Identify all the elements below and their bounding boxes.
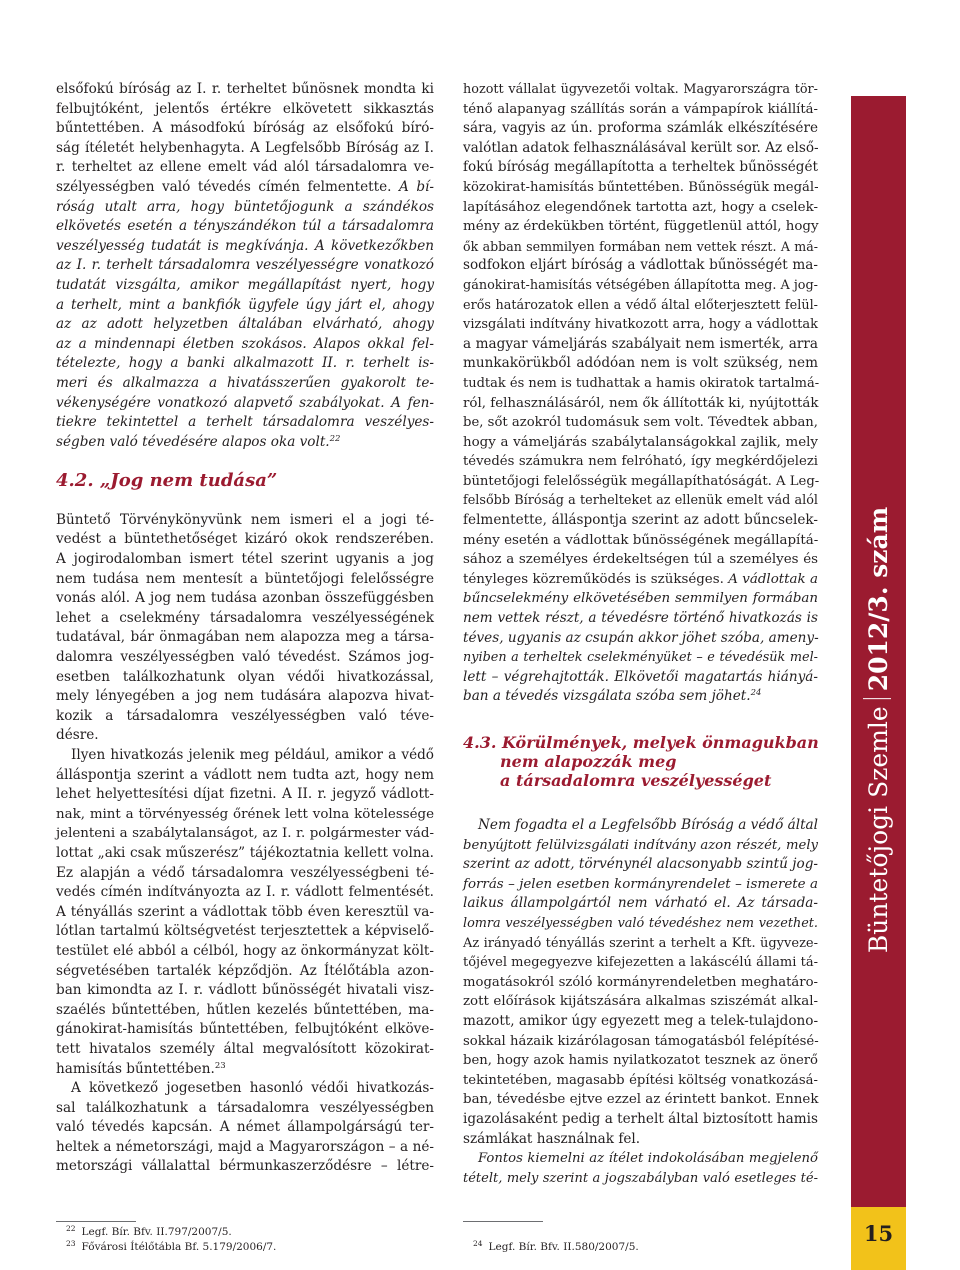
text-line: lehet a cselekmény társadalomra veszélyességének	[56, 609, 434, 626]
text-line: Az irányadó tényállás szerint a terhelt a Kft. ügyveze-	[463, 935, 818, 951]
italic-line: tudatát vizsgálta, amikor megállapítást nyert, hogy	[56, 276, 434, 293]
footnote-number: 22	[66, 1224, 76, 1233]
italic-line: benyújtott felülvizsgálati indítvány azon részét, mely	[463, 837, 818, 853]
text-line: a magyar vámeljárás szabályait nem ismerték, arra	[463, 335, 818, 352]
text-line: mazott, amikor úgy egyezett meg a telek-tulajdono-	[463, 1012, 819, 1029]
italic-line: az I. r. terhelt társadalomra veszélyességre vonatkozó	[56, 257, 434, 274]
text-line: fokú bíróság megállapította a terheltek bűnösségét	[463, 159, 818, 176]
text-line: gánokirat-hamisítás vétségében állapította meg. A jog-	[463, 277, 819, 293]
footnote-22	[66, 1225, 232, 1240]
text-line: dalomra veszélyességben való tévedést. Számos jog-	[56, 649, 434, 666]
text-span: tényleges közreműködés is szükséges.	[463, 571, 724, 587]
section-heading-4-2: 4.2. „Jog nem tudása”	[56, 470, 278, 492]
left-column	[56, 80, 434, 1177]
text-line	[463, 570, 818, 590]
italic-line: az a mindennapi életben szokásos. Alapos okkal fel-	[56, 335, 434, 352]
text-span: ségben való tévedésére alapos oka volt.	[56, 433, 330, 450]
text-line: désre.	[56, 727, 99, 744]
italic-line: az az adott helyzetben általában elvárható, ahogy	[56, 316, 434, 333]
text-line: ban kimondta az I. r. vádlott bűnösségét hivatali visz-	[56, 982, 434, 999]
italic-line: róság utalt arra, hogy büntetőjogunk a szándékos	[56, 198, 434, 215]
italic-line: elkövetés esetén a tényszándékon túl a társadalomra	[56, 218, 434, 235]
italic-line: lomra veszélyességben való tévedéshez nem vezethet.	[463, 915, 818, 931]
right-paragraph-1	[463, 80, 818, 707]
text-line: sal találkozhatunk a társadalomra veszélyességben	[56, 1099, 434, 1116]
text-line: nem tudása nem mentesít a büntetőjogi felelősségre	[56, 570, 434, 587]
text-line: büntetőjogi felelősségük megállapíthatóságát. A Leg-	[463, 473, 820, 489]
italic-line: laikus állampolgártól nem várható el. Az társada-	[463, 895, 818, 912]
left-paragraph-3	[56, 746, 434, 1079]
text-line: sára, vagyis az ún. proforma számlák elkészítésére	[463, 120, 818, 137]
spine-divider	[863, 698, 891, 699]
text-line: valótlan adatok felhasználásával került sor. Az első-	[463, 139, 819, 156]
left-paragraph-4	[56, 1079, 434, 1177]
text-line: ben, hogy azok hamis nyilatkozatot tesznek az önerő	[463, 1053, 818, 1069]
italic-line: meri és alkalmazza a hivatásszerűen gyakorolt te-	[56, 374, 434, 391]
right-paragraph-3	[463, 1149, 818, 1188]
text-line: ségvetésében tartalék képződjön. Az Ítélőtábla azon-	[56, 962, 434, 979]
text-line: kozik a társadalomra veszélyességben való téve-	[56, 707, 434, 724]
text-line: zott előírások kijátszására alkalmas sziszémát alkal-	[463, 994, 818, 1010]
footnote-divider	[56, 1221, 136, 1222]
text-line: esetben találkozhatunk olyan védői hivatkozással,	[56, 668, 434, 685]
text-line: hogy a vámeljárás szabálytalanságokkal zajlik, mely	[463, 434, 818, 450]
text-line: vonás alól. A jog nem tudása azonban összefüggésben	[56, 590, 434, 607]
italic-line: tiekre tekintettel a terhelt társadalomra veszélyes-	[56, 414, 434, 431]
italic-line: lett – végrehajtották. Elkövetői magatartás hiányá-	[463, 668, 818, 685]
italic-line: veszélyesség tudatát is megkívánja. A következőkben	[56, 237, 434, 254]
text-line: gánokirat-hamisítás bűntettében, felbujtóként elköve-	[56, 1021, 434, 1038]
text-line: való tévedés kapcsán. A német állampolgárságú ter-	[56, 1119, 434, 1136]
footnote-ref-23[interactable]: 23	[214, 1060, 226, 1071]
page-number: 15	[863, 1221, 894, 1246]
footnote-number: 24	[473, 1239, 483, 1248]
italic-line: a terhelt, mint a bankfiók ügyfele úgy járt el, ahogy	[56, 296, 434, 313]
right-paragraph-2	[463, 816, 818, 1149]
footnote-ref-24[interactable]: 24	[750, 688, 762, 699]
text-line: tudatával, bár önmagában nem alapozza meg a társa-	[56, 629, 434, 646]
footnote-23	[66, 1240, 276, 1255]
footnote-number: 23	[66, 1239, 76, 1248]
text-line: sokkal házaik kizárólagosan támogatásból felépítésé-	[463, 1033, 819, 1049]
text-line: sodfokon eljárt bíróság a vádlottak bűnösségét ma-	[463, 257, 818, 274]
text-line: mény esetén a vádlottak bűnösségének megállapítá-	[463, 532, 819, 548]
text-line: heltek a németországi, majd a Magyarországon – a né-	[56, 1138, 434, 1155]
italic-line: bűncselekmény elkövetésében semmilyen formában	[463, 591, 818, 607]
italic-line: nyiben a terheltek cselekményüket – e tévedésük mel-	[463, 650, 818, 666]
text-line: tévedés számukra nem felróható, így megkérdőjelezi	[463, 454, 818, 470]
text-line: vedést a büntethetőséget kizáró okok rendszerében.	[56, 531, 434, 548]
text-line: Ez alapján a védő társadalomra veszélyességbeni té-	[56, 864, 434, 881]
italic-line	[463, 687, 818, 707]
text-line: hozott vállalat ügyvezetői voltak. Magyarországra tör-	[463, 82, 818, 97]
text-line: felmentette, álláspontja szerint az adott bűncselek-	[463, 512, 818, 529]
page-number-box	[851, 1207, 906, 1270]
italic-line: szerint az adott, törvénynél alacsonyabb szintű jog-	[463, 856, 818, 873]
text-line: lottat „aki csak műszerész” tájékoztatnia kellett volna.	[56, 844, 434, 861]
text-line	[56, 1060, 434, 1080]
text-line: vizsgálati indítvány hivatkozott arra, hogy a vádlottak	[463, 317, 819, 333]
text-line: be, sőt azokról tudomásuk sem volt. Tévedtek abban,	[463, 415, 818, 431]
footnote-text: Legf. Bír. Bfv. II.797/2007/5.	[81, 1226, 232, 1238]
text-line: felbujtóként, jelentős értékre elkövetett sikkasztás	[56, 100, 434, 117]
italic-line: Fontos kiemelni az ítélet indokolásában megjelenő	[478, 1151, 818, 1167]
text-line: álláspontja szerint a vádlott nem tudta azt, hogy nem	[56, 766, 434, 783]
footnote-text: Fővárosi Ítélőtábla Bf. 5.179/2006/7.	[81, 1241, 277, 1253]
text-line: vedés címén indítványozta az I. r. vádlott felmentését.	[56, 884, 434, 901]
italic-line: téves, ugyanis az csupán akkor jöhet szóba, ameny-	[463, 629, 819, 646]
text-line: mény az érdekükben történt, függetlenül attól, hogy	[463, 219, 819, 235]
text-span: szélyességben való tévedés címén felmentette.	[56, 178, 392, 195]
text-line: tett hivatalos személy által megvalósított közokirat-	[56, 1040, 434, 1057]
italic-line: Nem fogadta el a Legfelsőbb Bíróság a védő által	[478, 817, 818, 833]
heading-line: 4.3. Körülmények, melyek önmagukban	[463, 733, 819, 752]
footnote-24	[473, 1240, 639, 1255]
italic-line: tételt, mely szerint a jogszabályban való esetleges té-	[463, 1170, 818, 1186]
text-line: ban, tévedésbe ejtve ezzel az érintett bankot. Ennek	[463, 1092, 819, 1108]
text-span: ban a tévedés vizsgálata szóba sem jöhet.	[463, 688, 751, 705]
italic-line: tételezte, hogy a banki alkalmazott II. r. terhelt is-	[56, 355, 434, 372]
text-line: igazolásaként pedig a terhelt által biztosított hamis	[463, 1110, 818, 1127]
text-line: A tényállás szerint a vádlottak több éven keresztül va-	[56, 903, 434, 920]
italic-line: forrás – jelen esetben kormányrendelet – ismerete a	[463, 876, 818, 892]
italic-line	[56, 433, 434, 453]
text-line: elsőfokú bíróság az I. r. terheltet bűnösnek mondta ki	[56, 81, 434, 97]
text-line: mogatásokról szóló kormányrendeletben meghatáro-	[463, 974, 818, 990]
left-paragraph-1	[56, 80, 434, 452]
heading-line: a társadalomra veszélyességet	[500, 771, 772, 790]
text-line: tekintetében, magasabb építési költség vonatkozásá-	[463, 1072, 818, 1088]
text-line: mely lényegében a jog nem tudására alapozva hivat-	[56, 688, 434, 705]
journal-title: Büntetőjogi Szemle	[864, 706, 893, 954]
text-line: lapításához elegendőnek tartotta azt, hogy a cselek-	[463, 199, 818, 215]
right-column	[463, 80, 818, 1188]
heading-line: nem alapozzák meg	[500, 752, 677, 771]
text-line: A következő jogesetben hasonló védői hivatkozás-	[71, 1080, 434, 1097]
left-paragraph-2	[56, 511, 434, 746]
text-line: tudtak és nem is tudhattak a hamis okiratok tartalmá-	[463, 375, 820, 391]
text-line: ténő alapanyag szállítás során a vámpapírok kiállítá-	[463, 101, 818, 117]
text-line: jelenteni a szabálytalanságot, az I. r. polgármester vád-	[56, 826, 434, 842]
text-line: A jogirodalomban ismert tétel szerint ugyanis a jog	[56, 551, 434, 568]
text-line: ők abban semmilyen formában nem vettek részt. A má-	[463, 238, 818, 254]
italic-line: vékenységére vonatkozó alapvető szabályokat. A fen-	[56, 394, 434, 411]
text-line: ság ítéletét helybenhagyta. A Legfelsőbb Bíróság az I.	[56, 139, 434, 156]
text-line: erős határozatok ellen a védő által előterjesztett felül-	[463, 297, 818, 313]
text-line: közokirat-hamisítás bűntettében. Bűnösségük megál-	[463, 179, 819, 195]
text-line: Büntető Törvénykönyvünk nem ismeri el a jogi té-	[56, 511, 434, 528]
footnote-text: Legf. Bír. Bfv. II.580/2007/5.	[488, 1241, 639, 1253]
text-line: felsőbb Bíróság a terhelteket az ellenük emelt vád alól	[463, 493, 818, 509]
text-line: lótlan tartalmú költségvetést terjesztettek a képviselő-	[56, 923, 434, 940]
text-line: Ilyen hivatkozás jelenik meg például, amikor a védő	[71, 747, 434, 763]
text-span: hamisítás bűntettében.	[56, 1060, 215, 1077]
text-line: testület elé abból a célból, hogy az önkormányzat költ-	[56, 942, 434, 959]
italic-line: nem vettek részt, a tévedésre történő hivatkozás is	[463, 610, 818, 627]
text-line: ról, felhasználásáról, nem ők állították ki, nyújtották	[463, 395, 819, 411]
text-line: bűntettében. A másodfokú bíróság az elsőfokú bíró-	[56, 120, 434, 137]
text-line: r. terheltet az ellene emelt vád alól társadalomra ve-	[56, 159, 434, 176]
text-line	[56, 178, 434, 198]
text-line: nak, mint a törvényesség őrének lett volna kötelessége	[56, 806, 434, 822]
footnote-ref-22[interactable]: 22	[329, 433, 341, 444]
text-line: sához a személyes érdekeltségen túl a személyes és	[463, 552, 818, 568]
journal-spine-title	[863, 507, 893, 953]
italic-span: A vádlottak a	[728, 571, 818, 587]
footnote-divider	[463, 1221, 543, 1222]
text-line: munkakörükből adódóan nem is volt szükség, nem	[463, 355, 818, 372]
text-line: tőjével megegyezve kifejezetten a lakáscélú állami tá-	[463, 955, 818, 971]
text-line: számlákat használnak fel.	[463, 1130, 641, 1147]
text-line: lehet helyettesítési díjat fizetni. A II. r. jegyző vádlott-	[56, 786, 434, 803]
text-line: szaélés bűntettében, hűtlen kezelés bűntettében, ma-	[56, 1001, 434, 1018]
section-heading-4-3	[463, 733, 818, 790]
text-line: metországi vállalattal bérmunkaszerződésre – létre-	[56, 1158, 434, 1175]
italic-span: A bí-	[399, 178, 434, 195]
issue-number: 2012/3. szám	[864, 506, 893, 692]
